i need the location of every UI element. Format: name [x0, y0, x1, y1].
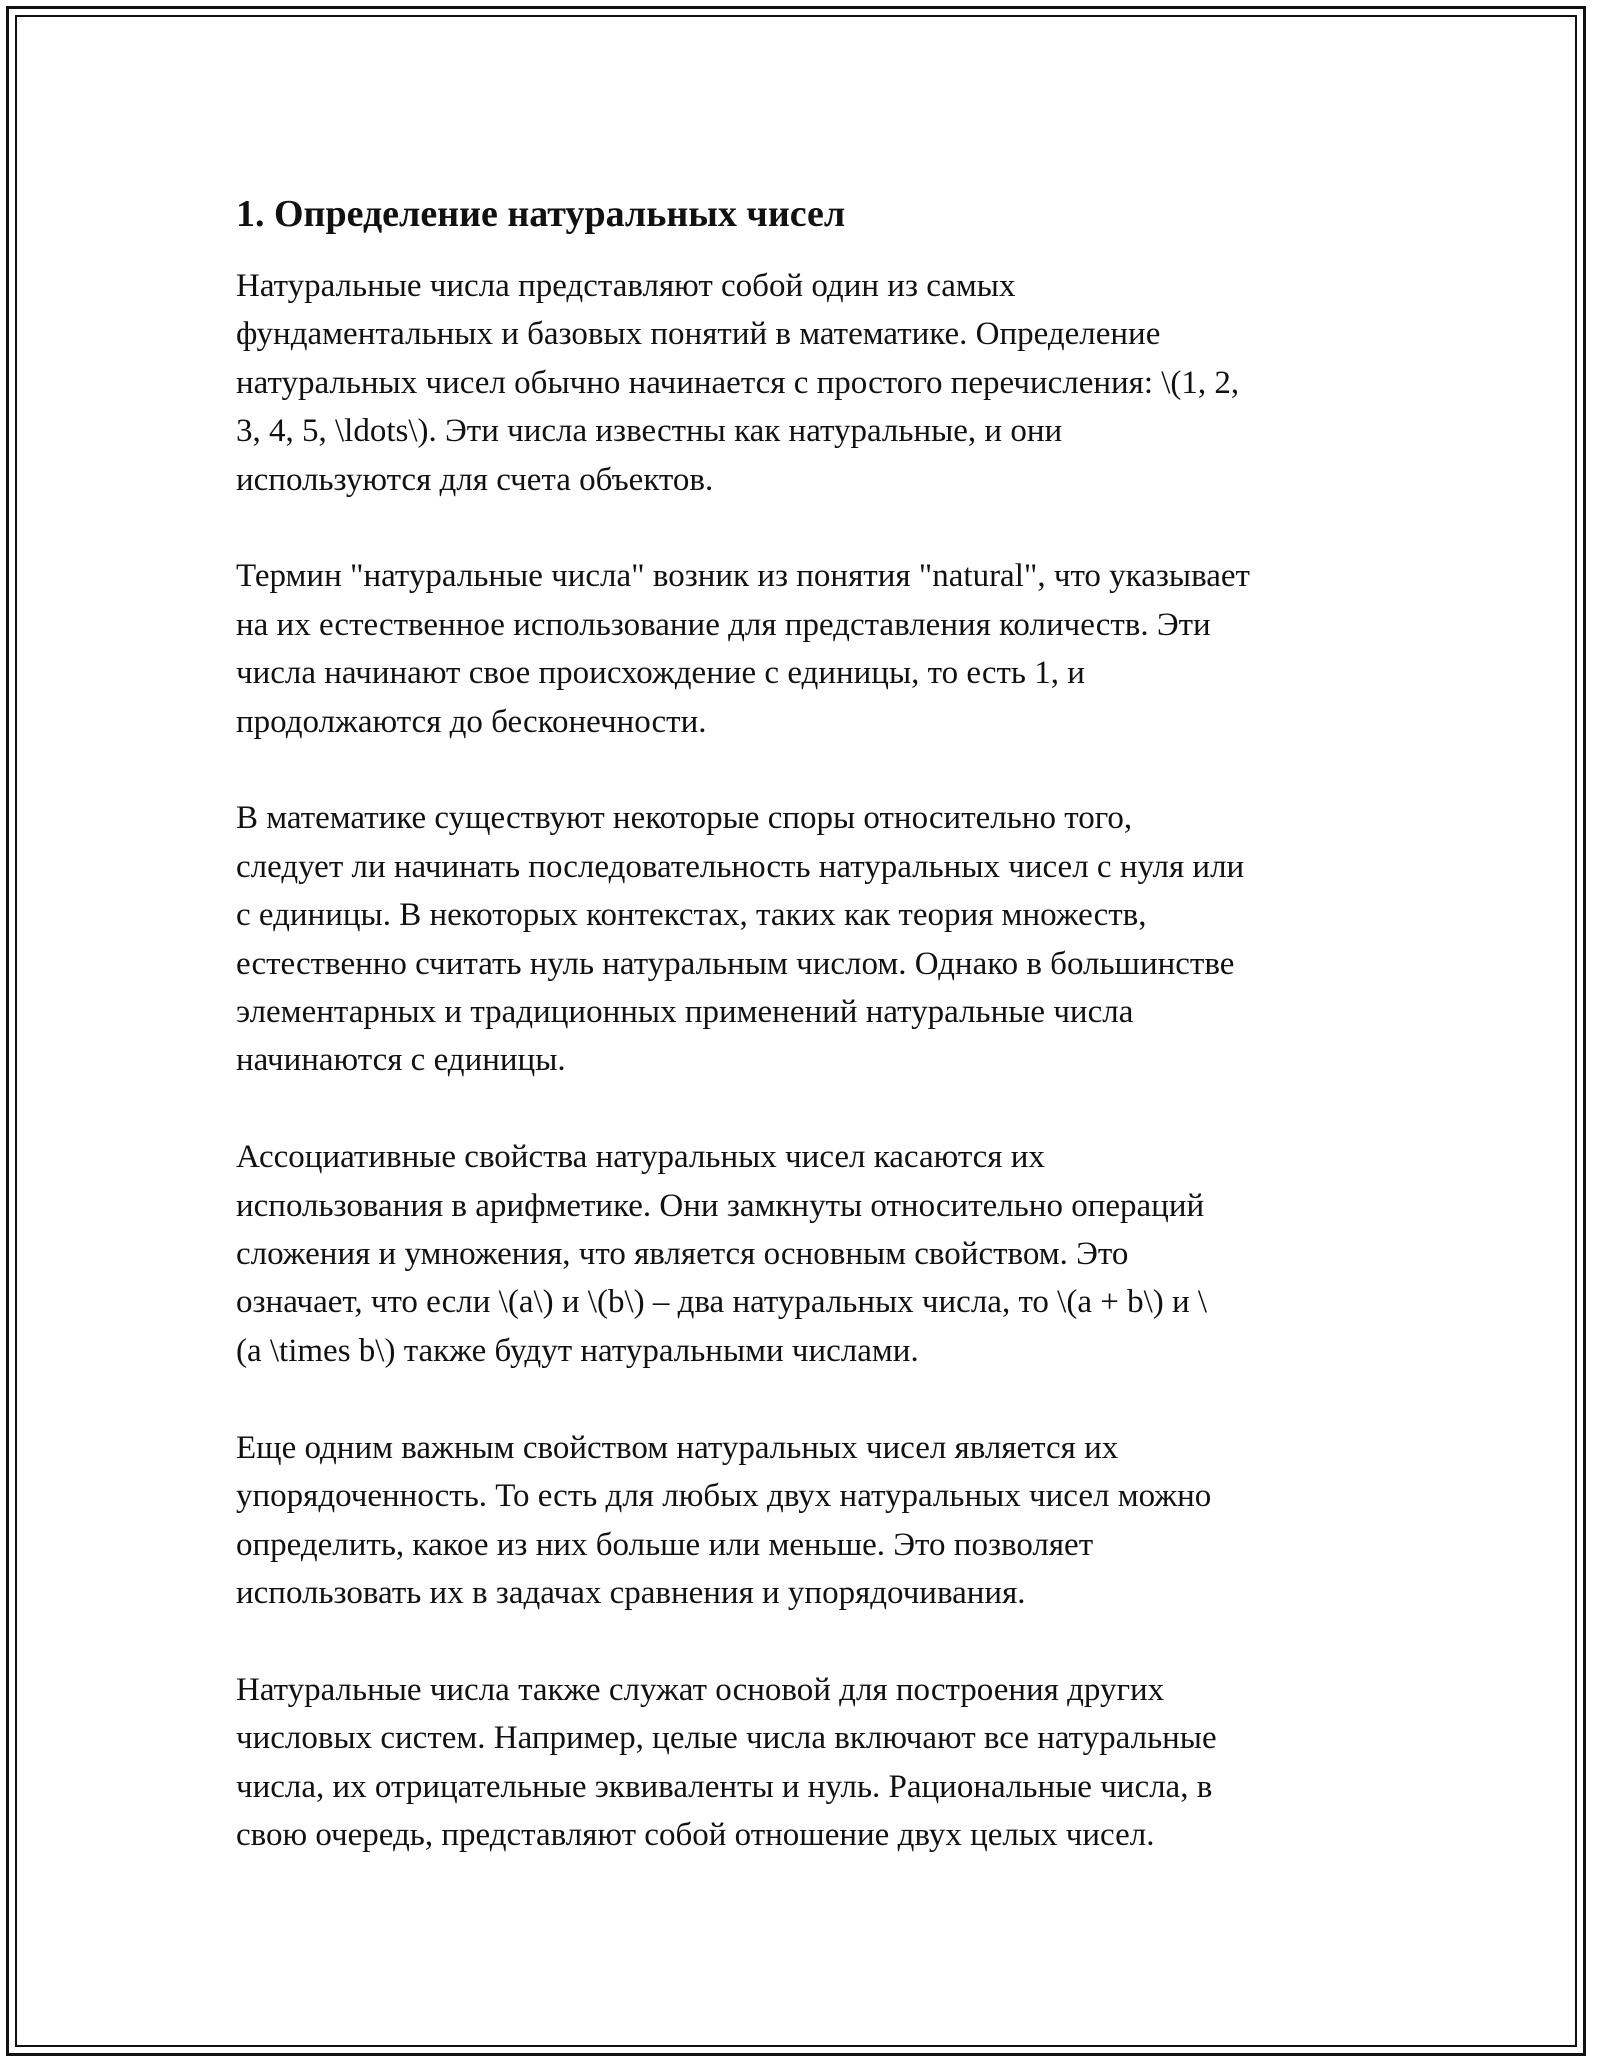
section-heading: 1. Определение натуральных чисел [236, 193, 846, 235]
document-content [236, 188, 1376, 1908]
paragraph-zero-debate: В математике существуют некоторые споры относительно того, следует ли начинать последовательность натуральных чисел с нуля или с единицы. В некоторых контекстах, таких как теория множеств, естественно считать нуль натуральным числом. Однако в большинстве элементарных и традиционных применений натуральные числа начинаются с единицы. [236, 800, 1245, 1079]
paragraph-ordering: Еще одним важным свойством натуральных чисел является их упорядоченность. То есть для любых двух натуральных чисел можно определить, какое из них больше или меньше. Это позволяет использовать их в задачах сравнения и упорядочивания. [236, 1429, 1212, 1611]
paragraph-definition: Натуральные числа представляют собой один из самых фундаментальных и базовых понятий в математике. Определение натуральных чисел обычно начинается с простого перечисления: \(1, 2, 3, 4, 5, \ldots\). Эти числа известны как натуральные, и они используются для счета объектов. [236, 268, 1240, 498]
paragraph-number-systems: Натуральные числа также служат основой для построения других числовых систем. Например, целые числа включают все натуральные числа, их отрицательные эквиваленты и нуль. Рациональные числа, в свою очередь, представляют собой отношение двух целых чисел. [236, 1671, 1217, 1853]
paragraph-term-origin: Термин "натуральные числа" возник из понятия "natural", что указывает на их естественное использование для представления количеств. Эти числа начинают свое происхождение с единицы, то есть 1, и продолжаются до бесконечности. [236, 558, 1250, 740]
paragraph-closure-properties: Ассоциативные свойства натуральных чисел касаются их использования в арифметике. Они замкнуты относительно операций сложения и умножения, что является основным свойством. Это означает, что если \(a\) и \(b\) – два натуральных числа, то \(a + b\) и \ (a \times b\) также будут натуральными числами. [236, 1139, 1208, 1369]
